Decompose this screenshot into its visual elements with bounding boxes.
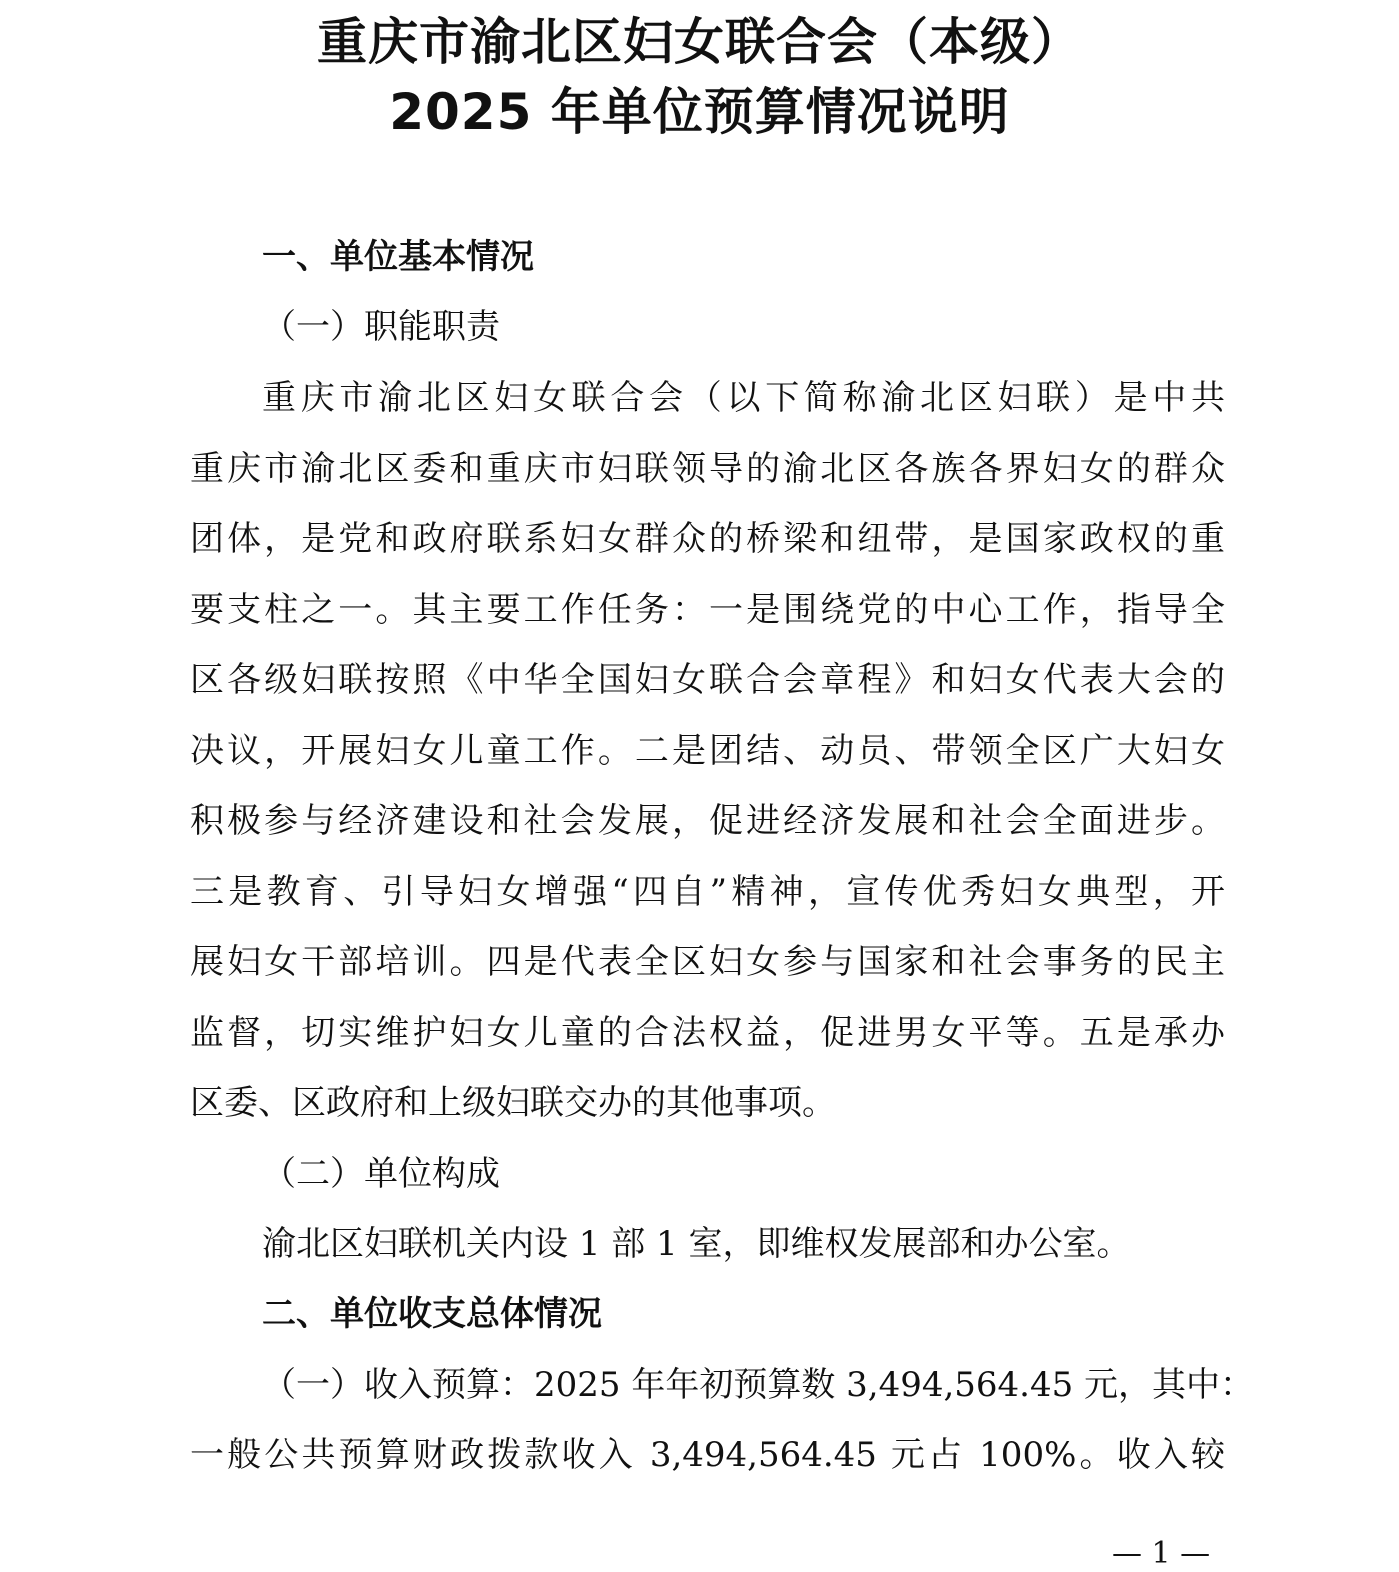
document-title-line-1: 重庆市渝北区妇女联合会（本级） (317, 13, 1082, 71)
paragraph-line: 要支柱之一。其主要工作任务：一是围绕党的中心工作，指导全 (190, 590, 1225, 630)
paragraph-line: 区委、区政府和上级妇联交办的其他事项。 (190, 1083, 836, 1123)
section-heading-unit-basic-info: 一、单位基本情况 (262, 237, 534, 277)
paragraph-line: 团体，是党和政府联系妇女群众的桥梁和纽带，是国家政权的重 (190, 519, 1225, 559)
document-title-line-2: 2025 年单位预算情况说明 (389, 83, 1010, 141)
section-heading-revenue-expenditure: 二、单位收支总体情况 (262, 1294, 602, 1334)
subsection-heading-unit-composition: （二）单位构成 (262, 1154, 500, 1194)
paragraph-line: 三是教育、引导妇女增强“四自”精神，宣传优秀妇女典型，开 (190, 872, 1225, 912)
paragraph-line: 决议，开展妇女儿童工作。二是团结、动员、带领全区广大妇女 (190, 731, 1225, 771)
paragraph-line: 监督，切实维护妇女儿童的合法权益，促进男女平等。五是承办 (190, 1013, 1225, 1053)
paragraph-line: （一）收入预算：2025 年年初预算数 3,494,564.45 元，其中： (262, 1365, 1255, 1405)
paragraph-line: 积极参与经济建设和社会发展，促进经济发展和社会全面进步。 (190, 801, 1225, 841)
paragraph-line: 重庆市渝北区委和重庆市妇联领导的渝北区各族各界妇女的群众 (190, 449, 1225, 489)
paragraph-line: 区各级妇联按照《中华全国妇女联合会章程》和妇女代表大会的 (190, 660, 1225, 700)
subsection-heading-functions: （一）职能职责 (262, 307, 500, 347)
paragraph-line: 展妇女干部培训。四是代表全区妇女参与国家和社会事务的民主 (190, 942, 1225, 982)
paragraph-line: 渝北区妇联机关内设 1 部 1 室，即维权发展部和办公室。 (262, 1224, 1131, 1264)
paragraph-line: 一般公共预算财政拨款收入 3,494,564.45 元占 100%。收入较 (190, 1435, 1225, 1475)
page-number: — 1 — (1112, 1536, 1211, 1571)
paragraph-line: 重庆市渝北区妇女联合会（以下简称渝北区妇联）是中共 (262, 378, 1225, 418)
